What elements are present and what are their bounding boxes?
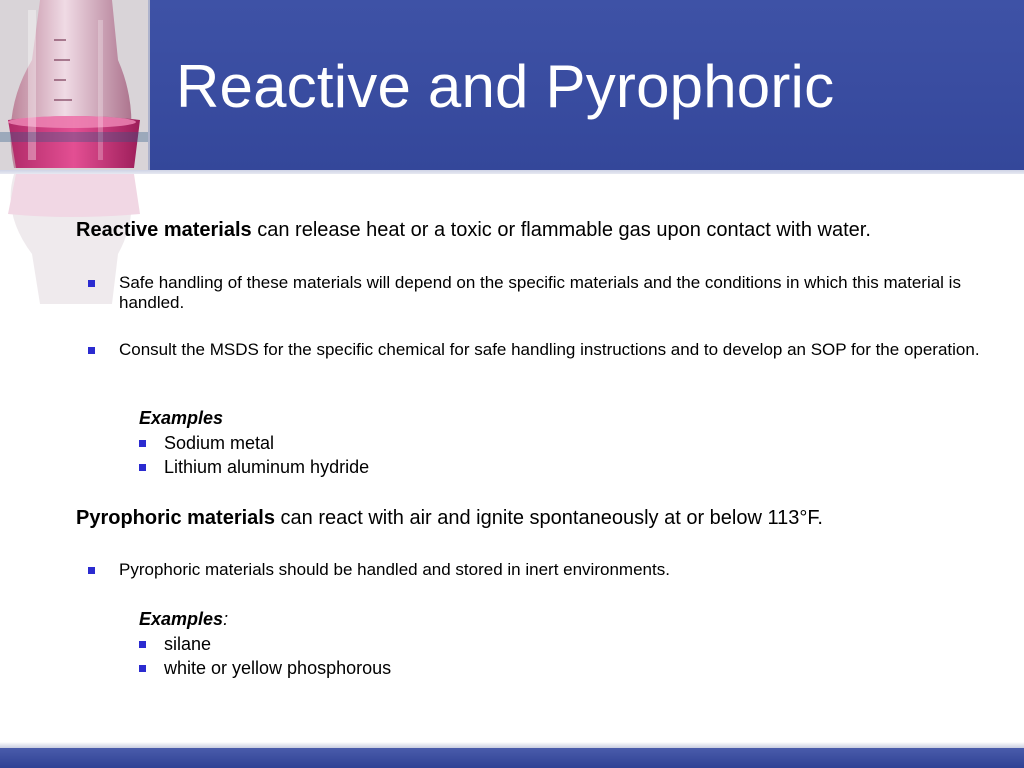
pyrophoric-bullet-1 xyxy=(88,560,988,580)
sub-bullet-square-icon xyxy=(139,665,146,672)
example-text: Sodium metal xyxy=(164,433,275,453)
bullet-square-icon xyxy=(88,567,95,574)
bullet-text: Consult the MSDS for the specific chemical for safe handling instructions and to develop an SOP for the operation. xyxy=(119,340,980,359)
examples-label: Examples xyxy=(139,609,224,629)
reactive-lead-text: can release heat or a toxic or flammable gas upon contact with water. xyxy=(251,219,871,241)
example-text: silane xyxy=(164,634,212,654)
bullet-text: Pyrophoric materials should be handled and stored in inert environments. xyxy=(119,560,670,579)
footer-bar xyxy=(0,748,1024,768)
bullet-square-icon xyxy=(88,280,95,287)
reactive-example-1 xyxy=(139,432,274,454)
sub-bullet-square-icon xyxy=(139,464,146,471)
pyrophoric-examples-heading xyxy=(139,609,228,630)
examples-colon: : xyxy=(223,609,229,629)
sub-bullet-square-icon xyxy=(139,440,146,447)
pyrophoric-lead xyxy=(76,506,823,530)
slide-title: Reactive and Pyrophoric xyxy=(176,53,835,120)
reactive-lead xyxy=(76,218,871,242)
reactive-examples-heading: Examples xyxy=(139,408,224,428)
reactive-bullet-2 xyxy=(88,340,988,360)
sub-bullet-square-icon xyxy=(139,641,146,648)
bullet-square-icon xyxy=(88,347,95,354)
example-text: Lithium aluminum hydride xyxy=(164,457,370,477)
pyrophoric-lead-text: can react with air and ignite spontaneously at or below 113°F. xyxy=(274,507,823,529)
bullet-text: Safe handling of these materials will depend on the specific materials and the conditions in which this material is handled. xyxy=(119,273,961,312)
reactive-lead-term: Reactive materials xyxy=(76,219,252,241)
pyrophoric-example-1 xyxy=(139,633,211,655)
reactive-example-2 xyxy=(139,456,369,478)
reactive-bullet-1 xyxy=(88,273,988,313)
pyrophoric-example-2 xyxy=(139,657,391,679)
example-text: white or yellow phosphorous xyxy=(164,658,392,678)
pyrophoric-lead-term: Pyrophoric materials xyxy=(76,507,275,529)
